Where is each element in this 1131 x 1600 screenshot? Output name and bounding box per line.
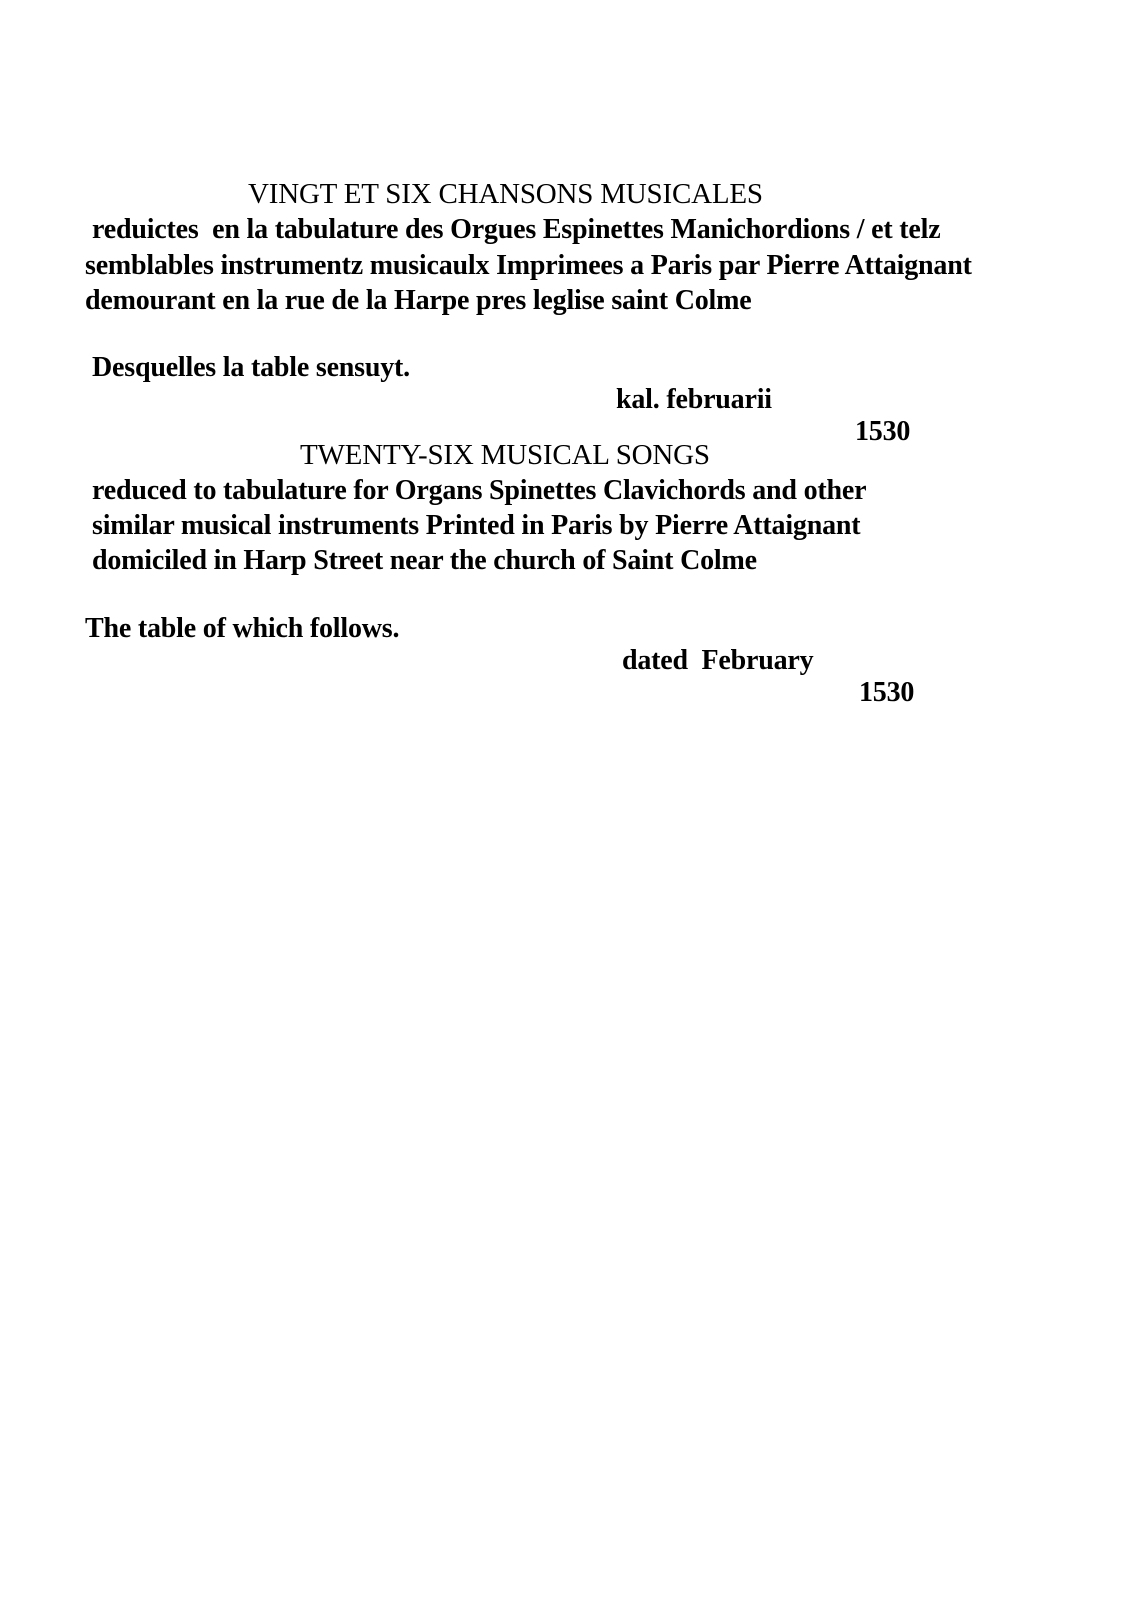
- english-closing-text: The table of which follows.: [85, 613, 400, 644]
- english-title: TWENTY-SIX MUSICAL SONGS: [300, 439, 710, 471]
- french-closing-year: 1530: [855, 416, 911, 447]
- french-line-1: reduictes en la tabulature des Orgues Espinettes Manichordions / et telz: [92, 214, 941, 245]
- french-line-2: semblables instrumentz musicaulx Imprimees a Paris par Pierre Attaignant: [85, 250, 972, 281]
- french-closing-text: Desquelles la table sensuyt.: [92, 352, 410, 383]
- french-closing-date: kal. februarii: [616, 384, 772, 415]
- french-title: VINGT ET SIX CHANSONS MUSICALES: [248, 178, 763, 210]
- english-line-3: domiciled in Harp Street near the church of Saint Colme: [92, 545, 757, 576]
- english-line-2: similar musical instruments Printed in Paris by Pierre Attaignant: [92, 510, 861, 541]
- english-closing-line: [85, 581, 935, 708]
- french-line-3: demourant en la rue de la Harpe pres leglise saint Colme: [85, 285, 752, 316]
- english-closing-date: dated February: [622, 645, 814, 676]
- english-closing-year: 1530: [859, 677, 915, 708]
- english-line-1: reduced to tabulature for Organs Spinettes Clavichords and other: [92, 475, 867, 506]
- french-closing-line: [92, 320, 932, 447]
